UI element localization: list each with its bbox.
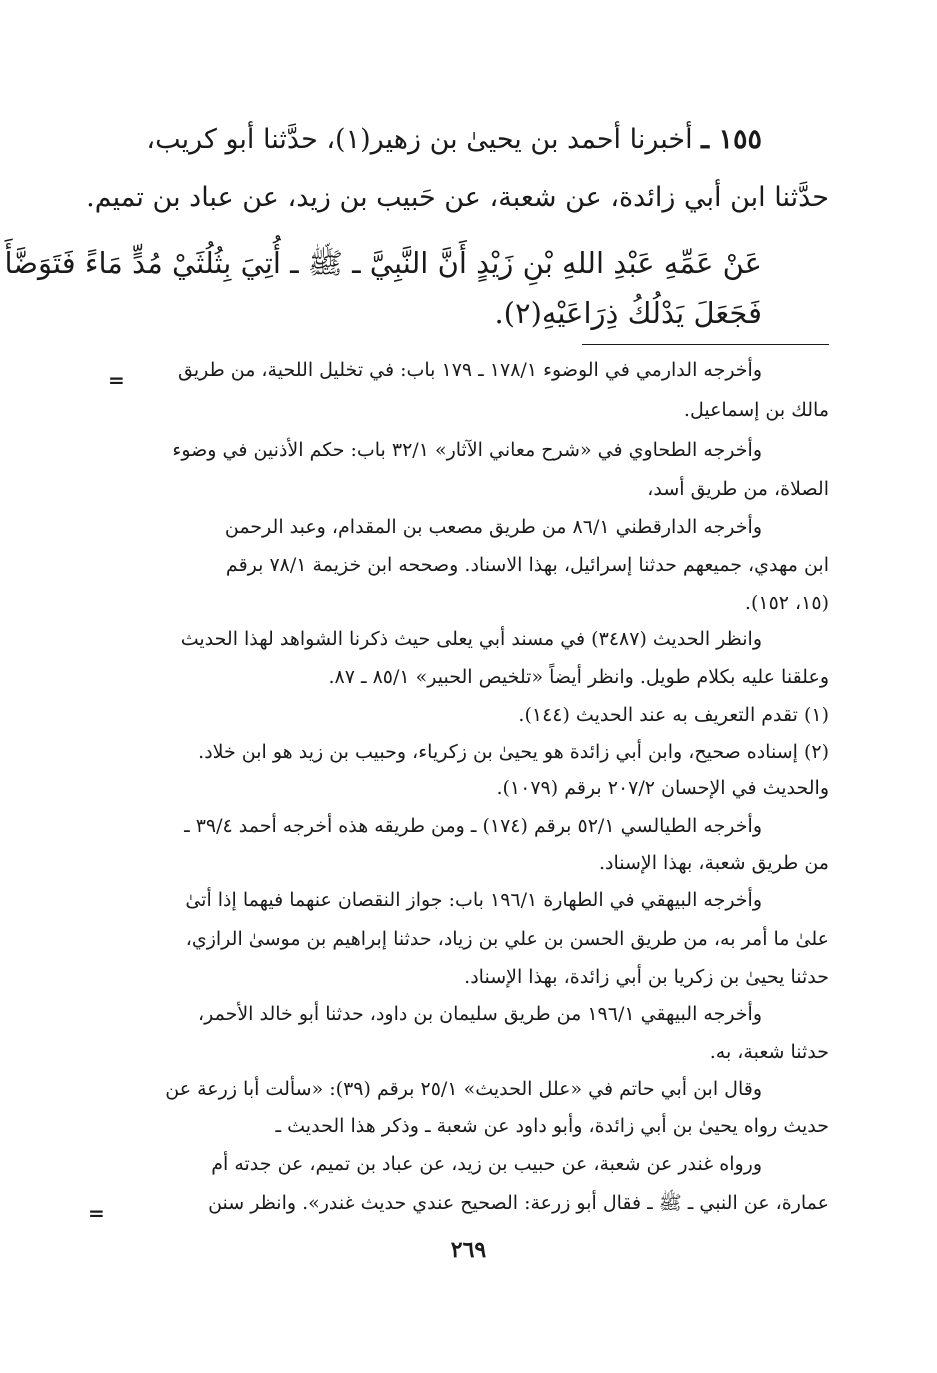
footnote-line: ابن مهدي، جميعهم حدثنا إسرائيل، بهذا الاسناد. وصححه ابن خزيمة ٧٨/١ برقم <box>225 554 829 576</box>
footnote-line: وأخرجه الدارقطني ٨٦/١ من طريق مصعب بن المقدام، وعبد الرحمن <box>224 516 762 538</box>
footnote-line: عمارة، عن النبي ـ ﷺ ـ فقال أبو زرعة: الصحيح عندي حديث غندر». وانظر سنن <box>208 1192 829 1214</box>
footnote-divider <box>582 344 829 345</box>
hadith-text-line-2: فَجَعَلَ يَدْلُكُ ذِرَاعَيْهِ(٢). <box>494 296 762 330</box>
footnote-line: وأخرجه الطحاوي في «شرح معاني الآثار» ٣٢/١ باب: حكم الأذنين في وضوء <box>172 439 762 461</box>
footnote-line: وأخرجه الدارمي في الوضوء ١٧٨/١ ـ ١٧٩ باب: في تخليل اللحية، من طريق <box>177 359 762 381</box>
continuation-mark-top: = <box>108 368 125 392</box>
footnote-line: علىٰ ما أمر به، من طريق الحسن بن علي بن زياد، حدثنا إبراهيم بن موسىٰ الرازي، <box>185 928 829 950</box>
hadith-number: ١٥٥ ـ <box>701 124 762 155</box>
footnote-line: حدثنا يحيىٰ بن زكريا بن أبي زائدة، بهذا الإسناد. <box>464 966 829 988</box>
footnote-line: والحديث في الإحسان ٢٠٧/٢ برقم (١٠٧٩). <box>496 777 829 799</box>
footnote-line: مالك بن إسماعيل. <box>683 399 829 421</box>
main-line-1 <box>146 124 762 156</box>
footnote-line: حديث رواه يحيىٰ بن أبي زائدة، وأبو داود عن شعبة ـ وذكر هذا الحديث ـ <box>275 1115 829 1137</box>
hadith-text-line-1: عَنْ عَمِّهِ عَبْدِ اللهِ بْنِ زَيْدٍ أَنَّ النَّبِيَّ ـ ﷺ ـ أُتِيَ بِثُلُثَيْ مُدٍّ مَاءً فَتَوَضَّأَ <box>4 246 762 280</box>
footnote-line: وأخرجه البيهقي ١٩٦/١ من طريق سليمان بن داود، حدثنا أبو خالد الأحمر، <box>197 1003 762 1025</box>
footnote-line: حدثنا شعبة، به. <box>709 1041 829 1063</box>
footnote-line: وعلقنا عليه بكلام طويل. وانظر أيضاً «تلخيص الحبير» ٨٥/١ ـ ٨٧. <box>328 666 829 688</box>
footnote-line: وأخرجه البيهقي في الطهارة ١٩٦/١ باب: جواز النقصان عنهما فيهما إذا أتىٰ <box>185 889 762 911</box>
footnote-line: وقال ابن أبي حاتم في «علل الحديث» ٢٥/١ برقم (٣٩): «سألت أبا زرعة عن <box>165 1078 762 1100</box>
footnote-line: وانظر الحديث (٣٤٨٧) في مسند أبي يعلى حيث ذكرنا الشواهد لهذا الحديث <box>180 628 762 650</box>
main-line-1-text: أخبرنا أحمد بن يحيىٰ بن زهير(١)، حدَّثنا أبو كريب، <box>146 124 693 155</box>
main-line-2: حدَّثنا ابن أبي زائدة، عن شعبة، عن حَبيب بن زيد، عن عباد بن تميم. <box>86 182 829 213</box>
footnote-line: من طريق شعبة، بهذا الإسناد. <box>598 852 829 874</box>
footnote-line: الصلاة، من طريق أسد، <box>647 478 829 500</box>
footnote-line: (١٥، ١٥٢). <box>744 592 829 614</box>
footnote-1: (١) تقدم التعريف به عند الحديث (١٤٤). <box>518 704 829 726</box>
continuation-mark-bottom: = <box>88 1201 105 1225</box>
footnote-line: ورواه غندر عن شعبة، عن حبيب بن زيد، عن عباد بن تميم، عن جدته أم <box>211 1153 762 1175</box>
page-number: ٢٦٩ <box>450 1237 487 1263</box>
footnote-2: (٢) إسناده صحيح، وابن أبي زائدة هو يحيىٰ بن زكرياء، وحبيب بن زيد هو ابن خلاد. <box>198 741 829 763</box>
footnote-line: وأخرجه الطيالسي ٥٢/١ برقم (١٧٤) ـ ومن طريقه هذه أخرجه أحمد ٣٩/٤ ـ <box>184 815 762 837</box>
